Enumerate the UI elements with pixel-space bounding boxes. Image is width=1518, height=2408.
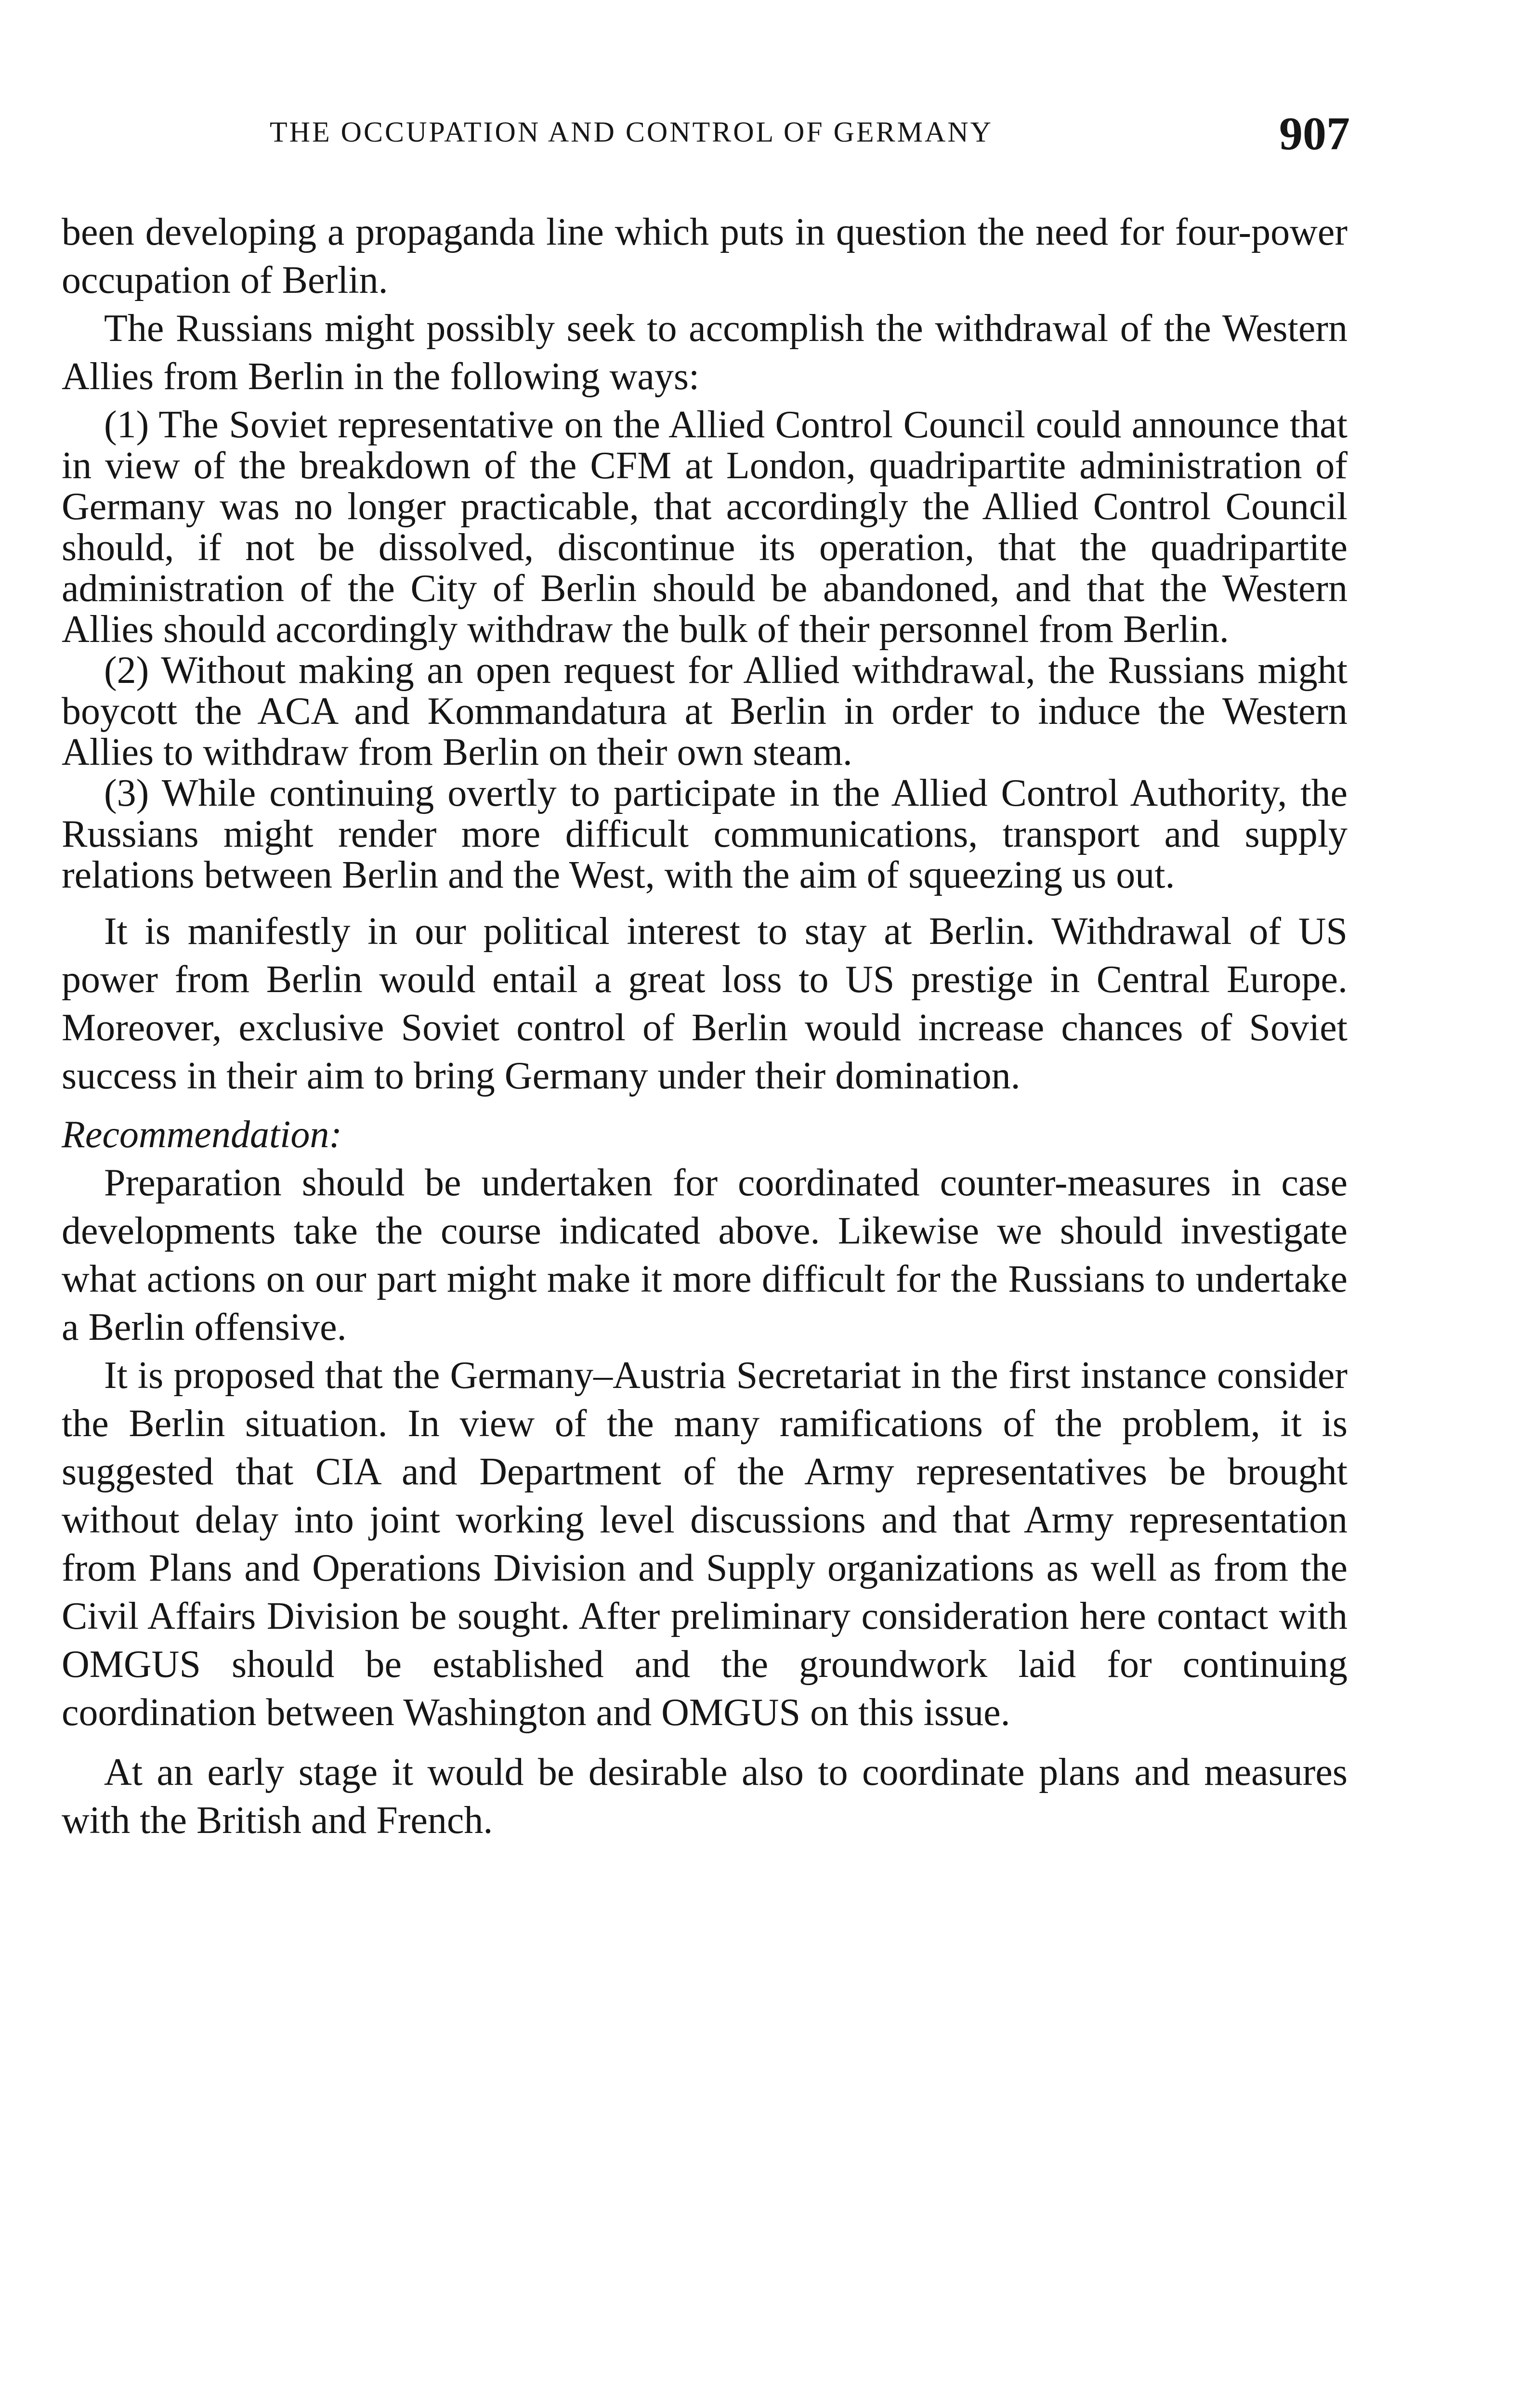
interest-paragraph: It is manifestly in our political interest to stay at Berlin. Withdrawal of US power from Berlin would entail a great loss to US prestige in Central Europe. Moreover, exclusive Soviet control of Berlin would increase chances of Soviet success in their aim to bring Germany under their domination. — [62, 910, 1348, 1097]
recommendation-heading: Recommendation: — [62, 1113, 342, 1156]
running-head-title: THE OCCUPATION AND CONTROL OF GERMANY — [270, 116, 993, 148]
numbered-item-3: (3) While continuing overtly to participate in the Allied Control Authority, the Russians might render more difficult communications, transport and supply relations between Berlin and the West, with the aim of squeezing us out. — [62, 772, 1348, 896]
recommendation-paragraph-1: Preparation should be undertaken for coordinated counter-measures in case developments take the course indicated above. Likewise we should investigate what actions on our part might make it more difficult for the Russians to undertake a Berlin offensive. — [62, 1162, 1348, 1348]
paragraph-gap — [62, 1737, 1348, 1748]
numbered-item-2: (2) Without making an open request for Allied withdrawal, the Russians might boycott the ACA and Kommandatura at Berlin in order to induce the Western Allies to withdraw from Berlin on their own steam. — [62, 649, 1348, 773]
text-column — [62, 208, 1348, 1845]
numbered-list — [62, 405, 1348, 896]
continuation-paragraph: been developing a propaganda line which puts in question the need for four-power occupation of Berlin. — [62, 211, 1348, 301]
numbered-item-1: (1) The Soviet representative on the Allied Control Council could announce that in view of the breakdown of the CFM at London, quadripartite administration of Germany was no longer practicable, that accordingly the Allied Control Council should, if not be dissolved, discontinue its operation, that the quadripartite administration of the City of Berlin should be abandoned, and that the Western Allies should accordingly withdraw the bulk of their personnel from Berlin. — [62, 404, 1348, 651]
intro-paragraph: The Russians might possibly seek to accomplish the withdrawal of the Western Allies from Berlin in the following ways: — [62, 307, 1348, 398]
closing-paragraph: At an early stage it would be desirable also to coordinate plans and measures with the British and French. — [62, 1751, 1348, 1842]
recommendation-paragraph-2: It is proposed that the Germany–Austria Secretariat in the first instance consider the Berlin situation. In view of the many ramifications of the problem, it is suggested that CIA and Department of the Army representatives be brought without delay into joint working level discussions and that Army representation from Plans and Operations Division and Supply organizations as well as from the Civil Affairs Division be sought. After preliminary consideration here contact with OMGUS should be established and the groundwork laid for continuing coordination between Washington and OMGUS on this issue. — [62, 1354, 1348, 1734]
paragraph-gap — [62, 896, 1348, 907]
page-number: 907 — [1279, 108, 1350, 160]
